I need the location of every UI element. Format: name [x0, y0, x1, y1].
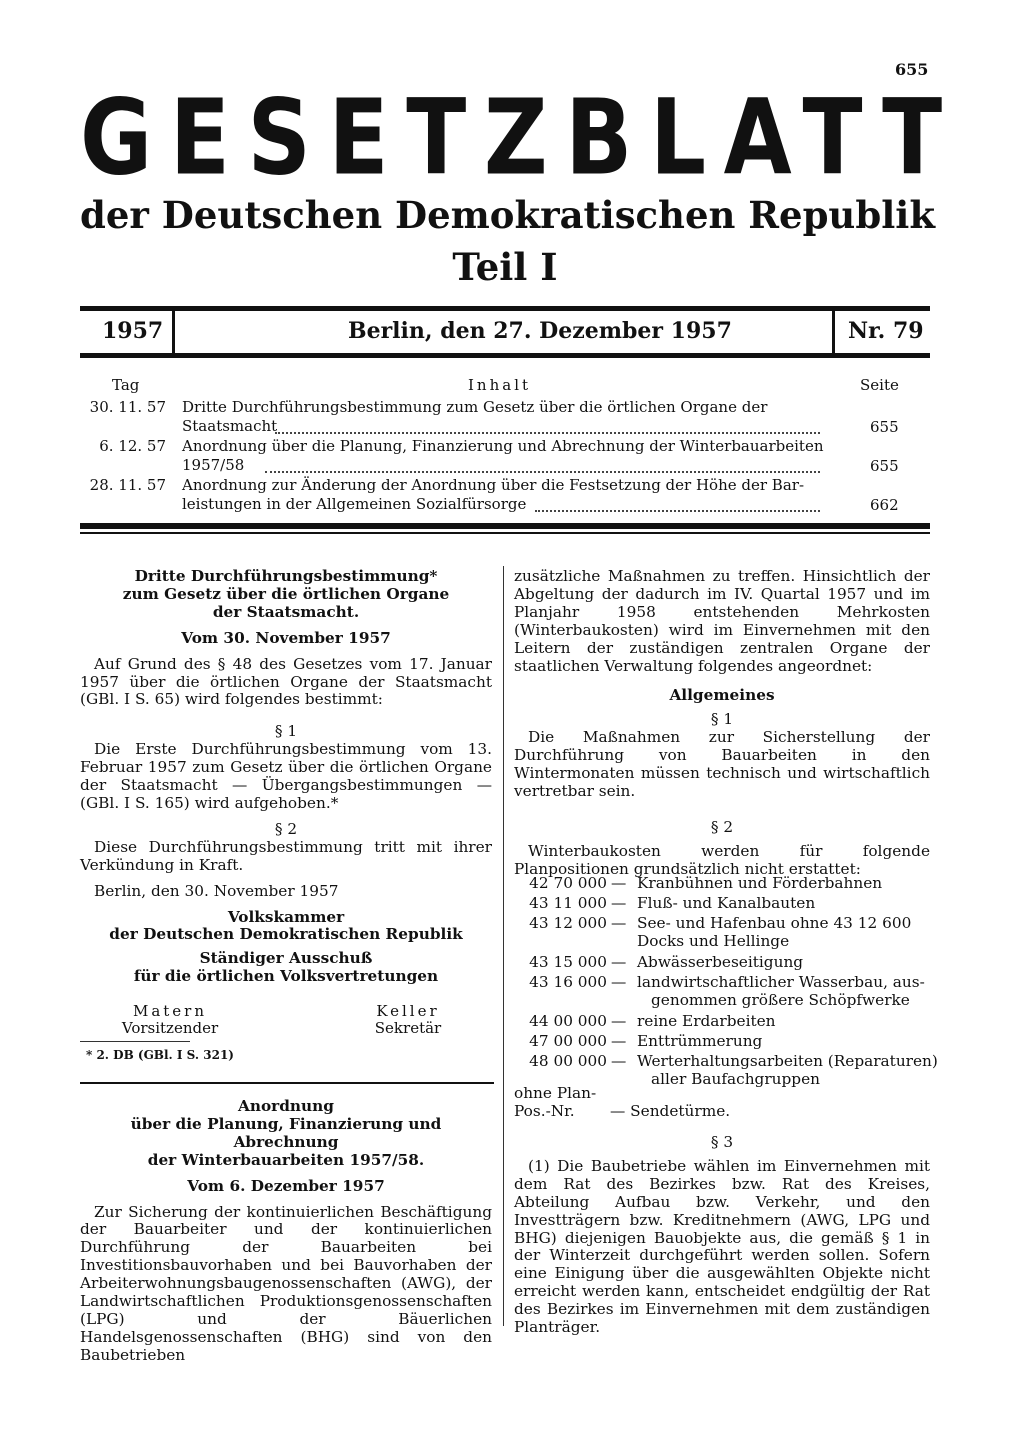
toc-page: 662: [870, 496, 899, 514]
toc-date: 30. 11. 57: [89, 398, 166, 416]
dateline-place-date: Berlin, den 27. Dezember 1957: [348, 318, 732, 344]
plan-code: 43 16 000: [529, 973, 607, 991]
toc-col-date: Tag: [112, 376, 140, 394]
dateline-issue: Nr. 79: [848, 318, 924, 344]
toc-title-line: Anordnung über die Planung, Finanzierung und Abrechnung der Winterbauarbeiten: [182, 437, 824, 455]
toc-header: [80, 376, 930, 398]
continued-text: zusätzliche Maßnahmen zu treffen. Hinsichtlich der Abgeltung der dadurch im IV. Quartal 1957 und im Planjahr 1958 entstehenden Mehrkosten (Winterbaukosten) wird im Einvernehmen mit den Leitern der zuständigen zentralen Organe der staatlichen Verwaltung folgendes angeordnet:: [514, 567, 930, 675]
toc-leader-dots: [275, 418, 820, 434]
plan-text: Sendetürme.: [630, 1102, 731, 1120]
plan-code: 48 00 000: [529, 1052, 607, 1070]
section-heading: § 2: [274, 819, 298, 838]
signature-left: [110, 1003, 230, 1037]
plan-text: reine Erdarbeiten: [637, 1012, 776, 1030]
contents-rule-thin: [80, 532, 930, 534]
page-number: 655: [895, 60, 929, 79]
toc-leader-dots: [265, 457, 820, 473]
section-heading: § 2: [710, 817, 734, 836]
masthead-subtitle: der Deutschen Demokratischen Republik: [80, 193, 935, 237]
section-text: Die Erste Durchführungsbestimmung vom 13. Februar 1957 zum Gesetz über die örtlichen Organe der Staatsmacht — Übergangsbestimmungen — (GBl. I S. 165) wird aufgehoben.*: [80, 740, 492, 812]
plan-text: Enttrümmerung: [637, 1032, 763, 1050]
org-line: Ständiger Ausschuß: [199, 949, 373, 968]
column-divider: [503, 566, 504, 1326]
toc-row: [80, 437, 930, 476]
signature-right: [358, 1003, 458, 1037]
plan-text: aller Baufachgruppen: [651, 1070, 820, 1088]
signatory-role: Vorsitzender: [121, 1019, 219, 1037]
masthead-title: GESETZBLATT: [80, 76, 960, 198]
article-divider: [80, 1082, 494, 1084]
plan-text: landwirtschaftlicher Wasserbau, aus-: [637, 973, 925, 991]
toc-title-line: leistungen in der Allgemeinen Sozialfürsorge: [182, 495, 527, 513]
toc-row: [80, 398, 930, 437]
table-of-contents: [80, 376, 930, 515]
toc-leader-dots: [535, 496, 820, 512]
plan-code: 47 00 000: [529, 1032, 607, 1050]
toc-row: [80, 476, 930, 515]
toc-date: 6. 12. 57: [99, 437, 166, 455]
plan-label: ohne Plan-: [514, 1084, 597, 1102]
plan-code: 44 00 000: [529, 1012, 607, 1030]
decree-title-line: der Staatsmacht.: [212, 602, 360, 621]
place-date: Berlin, den 30. November 1957: [94, 881, 339, 900]
toc-page: 655: [870, 457, 899, 475]
plan-exception-text: — Sendetürme.: [610, 1102, 731, 1120]
section-group-heading: Allgemeines: [669, 686, 775, 705]
decree-date: Vom 30. November 1957: [181, 628, 391, 647]
dateline-separator: [172, 311, 175, 353]
right-column: [514, 568, 930, 879]
org-line: Volkskammer: [227, 907, 345, 926]
plan-code: 43 12 000: [529, 914, 607, 932]
decree-title-line: Anordnung: [237, 1097, 334, 1115]
contents-rule-thick: [80, 523, 930, 529]
footnote-text: * 2. DB (GBl. I S. 321): [86, 1048, 234, 1062]
decree-date: Vom 6. Dezember 1957: [187, 1176, 385, 1195]
plan-text: See- und Hafenbau ohne 43 12 600: [637, 914, 912, 932]
signatory-name: Matern: [132, 1002, 208, 1020]
right-column-section-3: [514, 1134, 930, 1337]
signatory-role: Sekretär: [374, 1019, 442, 1037]
toc-title-line: 1957/58: [182, 456, 245, 474]
section-heading: § 1: [710, 710, 734, 729]
dateline-separator: [832, 311, 835, 353]
plan-text: Fluß- und Kanalbauten: [637, 894, 816, 912]
toc-title-line: Anordnung zur Änderung der Anordnung über die Festsetzung der Höhe der Bar-: [182, 476, 805, 494]
decree-intro: Zur Sicherung der kontinuierlichen Beschäftigung der Bauarbeiter und der kontinuierlichen Durchführung der Bauarbeiten bei Investitionsbauvorhaben und bei Bauvorhaben der Arbeiterwohnungsbaugenossenschaften (AWG), der Landwirtschaftlichen Produktionsgenossenschaften (LPG) und der Bäuerlichen Handelsgenossenschaften (BHG) sind von den Baubetrieben: [80, 1202, 492, 1364]
decree-title-line: über die Planung, Finanzierung und Abrechnung: [130, 1114, 442, 1151]
section-text: (1) Die Baubetriebe wählen im Einvernehmen mit dem Rat des Bezirkes bzw. Rat des Kreises, Abteilung Aufbau bzw. Verkehr, und den Investträgern bzw. Kreditnehmern (AWG, LPG und BHG) diejenigen Bauobjekte aus, die gemäß § 1 in der Winterzeit durchgeführt werden sollen. Sofern eine Einigung über die ausgewählten Objekte nicht erreicht werden kann, entscheidet endgültig der Rat des Bezirkes im Einvernehmen mit dem zuständigen Planträger.: [514, 1156, 930, 1337]
toc-title-line: Staatsmacht: [182, 417, 278, 435]
decree-title-line: zum Gesetz über die örtlichen Organe: [122, 584, 450, 603]
dateline-year: 1957: [102, 318, 164, 344]
dateline-bar: [80, 306, 930, 358]
toc-date: 28. 11. 57: [89, 476, 166, 494]
plan-text: Abwässerbeseitigung: [637, 953, 804, 971]
plan-code: 42 70 000: [529, 874, 607, 892]
section-text: Diese Durchführungsbestimmung tritt mit ihrer Verkündung in Kraft.: [80, 837, 492, 874]
section-heading: § 3: [710, 1133, 734, 1151]
decree-intro: Auf Grund des § 48 des Gesetzes vom 17. Januar 1957 über die örtlichen Organe der Staatsmacht (GBl. I S. 65) wird folgendes bestimmt:: [80, 654, 492, 709]
plan-code: 43 11 000: [529, 894, 607, 912]
footnote-rule: [80, 1041, 190, 1042]
section-text: Winterbaukosten werden für folgende Planpositionen grundsätzlich nicht erstattet:: [514, 841, 930, 878]
org-line: der Deutschen Demokratischen Republik: [109, 925, 463, 944]
plan-text: genommen größere Schöpfwerke: [651, 991, 910, 1009]
footnote: [86, 1047, 386, 1065]
toc-col-page: Seite: [860, 376, 899, 394]
section-text: Die Maßnahmen zur Sicherstellung der Durchführung von Bauarbeiten in den Wintermonaten müssen technisch und wirtschaftlich vertretbar sein.: [514, 728, 930, 800]
plan-text: Werterhaltungsarbeiten (Reparaturen): [637, 1052, 938, 1070]
left-column-second-article: [80, 1098, 492, 1365]
decree-title-line: der Winterbauarbeiten 1957/58.: [147, 1150, 425, 1169]
decree-title-line: Dritte Durchführungsbestimmung*: [134, 567, 438, 585]
toc-col-content: Inhalt: [468, 376, 532, 394]
signatory-name: Keller: [376, 1002, 440, 1020]
plan-text: Docks und Hellinge: [637, 932, 790, 950]
toc-page: 655: [870, 418, 899, 436]
masthead-part: Teil I: [452, 245, 558, 289]
section-heading: § 1: [274, 722, 298, 741]
toc-title-line: Dritte Durchführungsbestimmung zum Gesetz über die örtlichen Organe der: [182, 398, 768, 416]
plan-label: Pos.-Nr.: [514, 1101, 575, 1120]
plan-code: 43 15 000: [529, 953, 607, 971]
org-line: für die örtlichen Volksvertretungen: [133, 967, 439, 986]
left-column: [80, 568, 492, 986]
plan-text: Kranbühnen und Förderbahnen: [637, 874, 883, 892]
